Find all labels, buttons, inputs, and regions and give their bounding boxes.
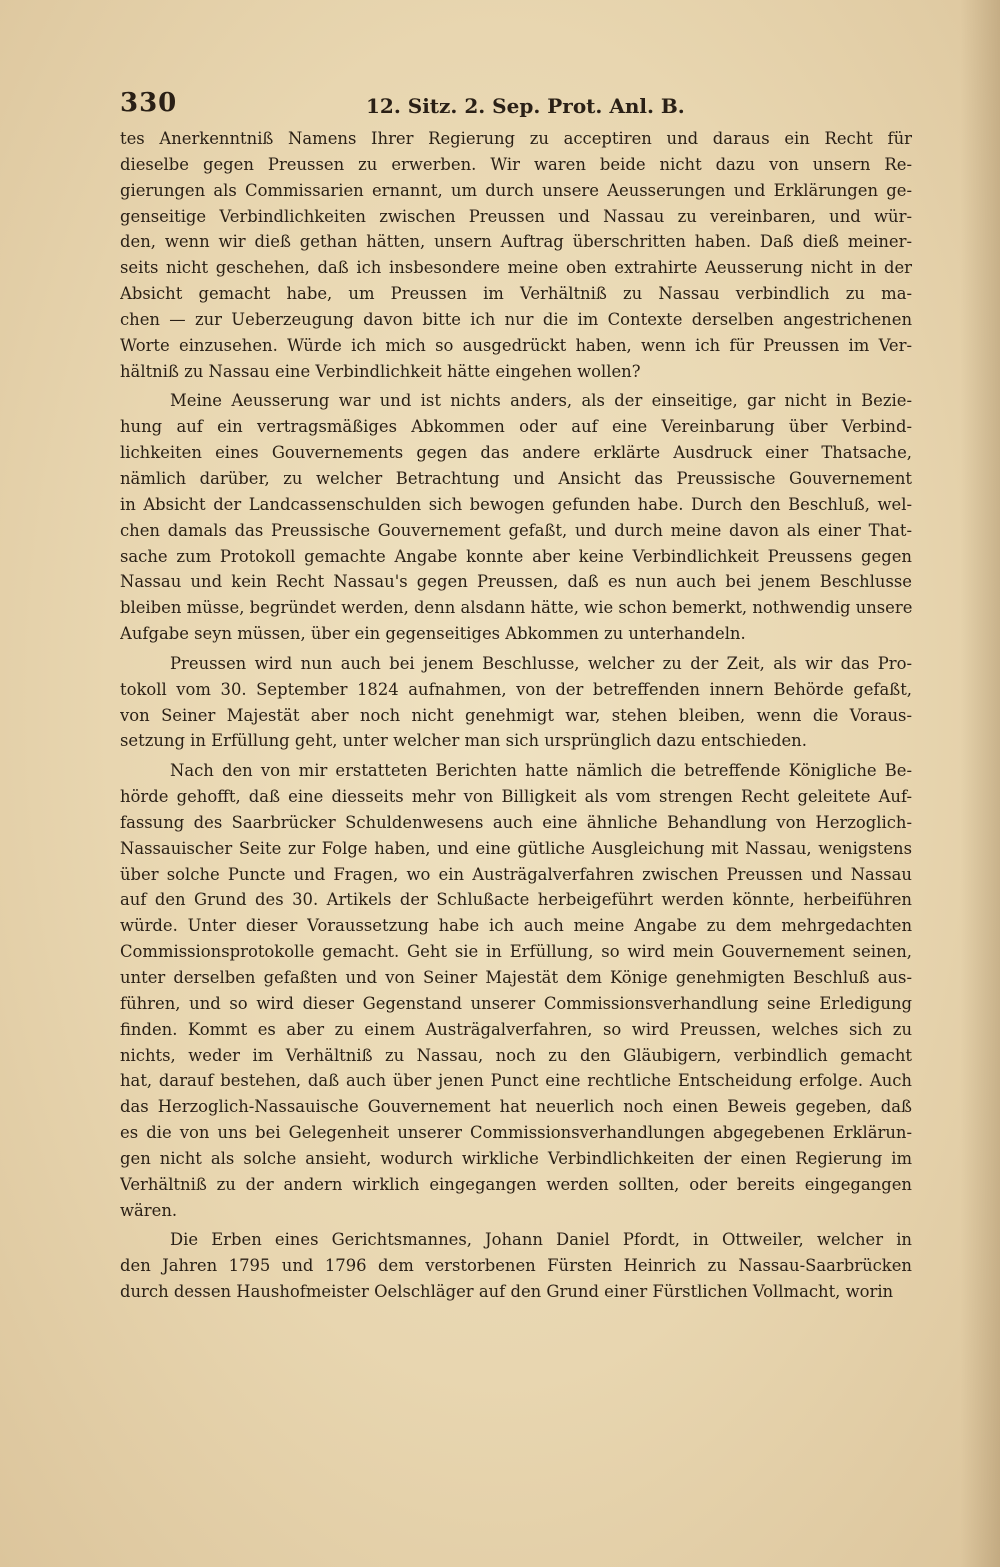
text-line: fassung des Saarbrücker Schuldenwesens auch eine ähnliche Behandlung von Herzoglich- [120, 812, 912, 832]
body-text [120, 126, 912, 1305]
text-line: tes Anerkenntniß Namens Ihrer Regierung zu acceptiren und daraus ein Recht für [120, 129, 912, 148]
page-header [120, 88, 920, 124]
text-line: hältniß zu Nassau eine Verbindlichkeit hätte eingehen wollen? [120, 361, 641, 381]
paragraph [120, 651, 912, 754]
text-line: sache zum Protokoll gemachte Angabe konnte aber keine Verbindlichkeit Preussens gegen [120, 546, 912, 566]
text-line: finden. Kommt es aber zu einem Austrägalverfahren, so wird Preussen, welches sich zu [120, 1019, 912, 1039]
text-line: lichkeiten eines Gouvernements gegen das andere erklärte Ausdruck einer Thatsache, [120, 443, 912, 463]
paragraph [120, 388, 912, 646]
text-line: nichts, weder im Verhältniß zu Nassau, noch zu den Gläubigern, verbindlich gemacht [120, 1045, 912, 1065]
text-line: Nassau und kein Recht Nassau's gegen Preussen, daß es nun auch bei jenem Beschlusse [120, 572, 912, 592]
text-line: setzung in Erfüllung geht, unter welcher man sich ursprünglich dazu entschieden. [120, 731, 807, 751]
text-line: hat, darauf bestehen, daß auch über jenen Punct eine rechtliche Entscheidung erfolge. Auch [120, 1071, 912, 1091]
text-line: über solche Puncte und Fragen, wo ein Austrägalverfahren zwischen Preussen und Nassau [120, 864, 912, 884]
text-line: den, wenn wir dieß gethan hätten, unsern Auftrag überschritten haben. Daß dieß meiner- [120, 232, 912, 252]
text-line: Nassauischer Seite zur Folge haben, und eine gütliche Ausgleichung mit Nassau, wenigstens [120, 838, 912, 858]
text-line: Verhältniß zu der andern wirklich eingegangen werden sollten, oder bereits eingegangen [120, 1174, 912, 1194]
text-line: dieselbe gegen Preussen zu erwerben. Wir waren beide nicht dazu von unsern Re- [120, 154, 912, 174]
text-line: Commissionsprotokolle gemacht. Geht sie in Erfüllung, so wird mein Gouvernement seinen, [120, 942, 912, 962]
text-line: Preussen wird nun auch bei jenem Beschlusse, welcher zu der Zeit, als wir das Pro- [170, 653, 912, 673]
text-line: Worte einzusehen. Würde ich mich so ausgedrückt haben, wenn ich für Preussen im Ver- [120, 335, 912, 355]
text-line: Aufgabe seyn müssen, über ein gegenseitiges Abkommen zu unterhandeln. [120, 624, 746, 644]
paragraph [120, 126, 912, 384]
text-line: gen nicht als solche ansieht, wodurch wirkliche Verbindlichkeiten der einen Regierung im [120, 1148, 912, 1168]
text-line: gierungen als Commissarien ernannt, um durch unsere Aeusserungen und Erklärungen ge- [120, 180, 912, 200]
text-line: von Seiner Majestät aber noch nicht genehmigt war, stehen bleiben, wenn die Voraus- [120, 705, 912, 725]
text-line: seits nicht geschehen, daß ich insbesondere meine oben extrahirte Aeusserung nicht in der [120, 258, 912, 278]
paragraph [120, 1227, 912, 1305]
text-line: bleiben müsse, begründet werden, denn alsdann hätte, wie schon bemerkt, nothwendig unsere [120, 598, 912, 618]
text-line: es die von uns bei Gelegenheit unserer Commissionsverhandlungen abgegebenen Erklärun- [120, 1123, 912, 1143]
text-line: würde. Unter dieser Voraussetzung habe ich auch meine Angabe zu dem mehrgedachten [120, 916, 912, 936]
text-line: genseitige Verbindlichkeiten zwischen Preussen und Nassau zu vereinbaren, und wür- [120, 206, 912, 226]
text-line: Nach den von mir erstatteten Berichten hatte nämlich die betreffende Königliche Be- [170, 761, 912, 781]
text-line: hung auf ein vertragsmäßiges Abkommen oder auf eine Vereinbarung über Verbind- [120, 417, 912, 437]
paragraph [120, 758, 912, 1223]
text-line: Meine Aeusserung war und ist nichts anders, als der einseitige, gar nicht in Bezie- [170, 391, 912, 411]
text-line: unter derselben gefaßten und von Seiner Majestät dem Könige genehmigten Beschluß aus- [120, 968, 912, 987]
text-line: tokoll vom 30. September 1824 aufnahmen, von der betreffenden innern Behörde gefaßt, [120, 679, 912, 699]
text-line: führen, und so wird dieser Gegenstand unserer Commissionsverhandlung seine Erledigung [120, 993, 912, 1013]
text-line: hörde gehofft, daß eine diesseits mehr von Billigkeit als vom strengen Recht geleitete Auf- [120, 787, 912, 807]
page-number: 330 [120, 88, 178, 118]
text-line: chen damals das Preussische Gouvernement gefaßt, und durch meine davon als einer That- [120, 520, 912, 540]
text-line: das Herzoglich-Nassauische Gouvernement hat neuerlich noch einen Beweis gegeben, daß [120, 1097, 912, 1117]
text-line: Absicht gemacht habe, um Preussen im Verhältniß zu Nassau verbindlich zu ma- [120, 284, 912, 304]
text-line: nämlich darüber, zu welcher Betrachtung und Ansicht das Preussische Gouvernement [120, 468, 912, 488]
text-line: auf den Grund des 30. Artikels der Schlußacte herbeigeführt werden könnte, herbeiführen [120, 890, 912, 910]
text-line: Die Erben eines Gerichtsmannes, Johann Daniel Pfordt, in Ottweiler, welcher in [170, 1230, 912, 1250]
running-head: 12. Sitz. 2. Sep. Prot. Anl. B. [366, 94, 685, 118]
text-line: durch dessen Haushofmeister Oelschläger auf den Grund einer Fürstlichen Vollmacht, worin [120, 1282, 894, 1302]
text-line: chen — zur Ueberzeugung davon bitte ich nur die im Contexte derselben angestrichenen [120, 309, 912, 329]
text-line: in Absicht der Landcassenschulden sich bewogen gefunden habe. Durch den Beschluß, wel- [120, 494, 912, 514]
text-line: wären. [120, 1200, 178, 1220]
text-line: den Jahren 1795 und 1796 dem verstorbenen Fürsten Heinrich zu Nassau-Saarbrücken [120, 1256, 912, 1276]
